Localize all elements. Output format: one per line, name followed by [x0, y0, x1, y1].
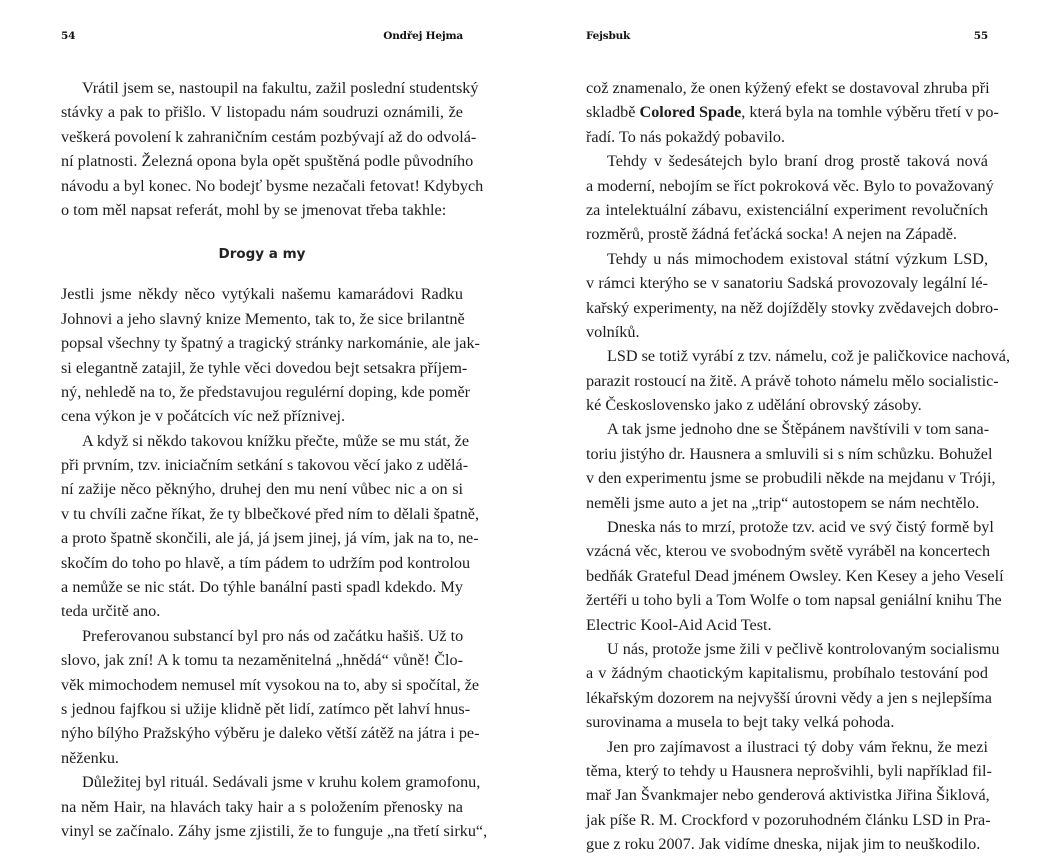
- text-line: parazit rostoucí na žitě. A právě tohoto námelu mělo socialistic-: [586, 371, 999, 390]
- right-page-body: [586, 76, 1011, 857]
- text-line: věk mimochodem nemusel mít vysokou na to, aby si spočítal, že: [61, 675, 480, 694]
- text-line: Jestli jsme někdy něco vytýkali našemu kamarádovi Radku: [61, 285, 463, 304]
- song-title: Colored Spade: [639, 103, 742, 122]
- running-head-title: Fejsbuk: [586, 30, 631, 42]
- text-line: v tu chvíli začne říkat, že ty blbečkové před ním to dělali špatně,: [61, 504, 480, 523]
- text-line: ní zažije něco pěknýho, druhej den mu není vůbec nic a on si: [61, 480, 463, 499]
- left-page-body: [61, 76, 488, 843]
- text-line: U nás, protože jsme žili v pečlivě kontrolovaným socialismu: [607, 639, 1000, 658]
- text-line: Tehdy v šedesátejch bylo braní drog prostě taková nová: [607, 152, 988, 171]
- text-line: popsal všechny ty špatný a tragický stránky narkománie, ale jak-: [61, 334, 480, 353]
- text-line: stávky a pak to přišlo. V listopadu nám soudruzi oznámili, že: [61, 103, 463, 122]
- text-line: mař Jan Švankmajer nebo genderová aktivistka Jiřina Šiklová,: [586, 786, 990, 805]
- section-heading: Drogy a my: [218, 246, 306, 263]
- text-line: těma, který to tehdy u Hausnera neprošvihli, byli například fil-: [586, 761, 992, 780]
- text-line: řadí. To nás pokaždý pobavilo.: [586, 127, 786, 146]
- body-paragraphs: [586, 125, 1011, 857]
- text-line: žertéři u toho byli a Tom Wolfe o tom napsal geniální knihu The: [586, 591, 1002, 610]
- right-page: [525, 0, 1050, 854]
- text-line: a v žádným chaotickým kapitalismu, probíhalo testování pod: [586, 664, 988, 683]
- text-line: návodu a byl konec. No bodejť bysme nezačali fetovat! Kdybych: [61, 176, 484, 195]
- text-line: Jen pro zajímavost a ilustraci tý doby vám řeknu, že mezi: [607, 737, 988, 756]
- text-line: ní platnosti. Železná opona byla opět spuštěná podle původního: [61, 152, 474, 171]
- text-line: při prvním, tzv. iniciačním setkání s takovou věcí jako z udělá-: [61, 456, 469, 475]
- left-page: [0, 0, 525, 840]
- text-line: teda určitě ano.: [61, 602, 161, 621]
- text-line: v rámci kterýho se v sanatoriu Sadská provozovaly legální lé-: [586, 274, 988, 293]
- text-line: veškerá povolení k zahraničním cestám pozbývají až do odvolá-: [61, 127, 477, 146]
- text-line: Dneska nás to mrzí, protože tzv. acid ve svý čistý formě byl: [607, 518, 994, 537]
- text-line: toriu jistýho dr. Hausnera a smluvili si s ním schůzku. Bohužel: [586, 444, 993, 463]
- text-line: o tom měl napsat referát, mohl by se jmenovat třeba takhle:: [61, 200, 447, 219]
- text-line: Důležitej byl rituál. Sedávali jsme v kruhu kolem gramofonu,: [82, 773, 481, 792]
- text-line: Tehdy u nás mimochodem existoval státní výzkum LSD,: [607, 249, 988, 268]
- paragraph-intro: [61, 76, 484, 222]
- text-line: v den experimentu jsme se probudili někde na mejdanu v Tróji,: [586, 469, 996, 488]
- text-line: vzácná věc, kterou ve svobodným světě vyráběl na koncertech: [586, 542, 991, 561]
- running-head-author: Ondřej Hejma: [383, 30, 463, 42]
- text-line: neměli jsme auto a jet na „trip“ autostopem se nám nechtělo.: [586, 493, 980, 512]
- text-line: což znamenalo, že onen kýžený efekt se dostavoval zhruba při: [586, 79, 990, 97]
- text-line: Johnovi a jeho slavný knize Memento, tak to, že sice brilantně: [61, 309, 465, 328]
- text-line: bedňák Grateful Dead jménem Owsley. Ken Kesey a jeho Veselí: [586, 566, 1004, 585]
- page-number: 54: [61, 30, 76, 42]
- text-line: cena výkon je v počátcích víc než příznivej.: [61, 407, 346, 426]
- text-line: a nemůže se nic stát. Do týhle banální pasti spadl kdekdo. My: [61, 578, 463, 597]
- text-line: kařský experimenty, na něž dojížděly stovky zvědavejch dobro-: [586, 298, 999, 317]
- text-line: za intelektuální zábavu, existenciální experiment revolučních: [586, 200, 988, 219]
- text-line: Vrátil jsem se, nastoupil na fakultu, zažil poslední studentský: [82, 79, 479, 97]
- text-line: si elegantně zatajil, že tyhle věci dovedou bejt setsakra příjem-: [61, 358, 468, 377]
- text-line: lékařským dozorem na nejvyšší úrovni vědy a jen s nejlepšíma: [586, 688, 992, 707]
- text-line: Preferovanou substancí byl pro nás od začátku hašiš. Už to: [82, 626, 464, 645]
- text-line: gue z roku 2007. Jak vidíme dneska, nijak jim to neuškodilo.: [586, 835, 981, 854]
- text-line: ké Československo jako z udělání obrovský zásoby.: [586, 396, 922, 415]
- text-line: surovinama a musela to bejt taky velká pohoda.: [586, 713, 895, 732]
- text-line: vinyl se začínalo. Záhy jsme zjistili, že to funguje „na třetí sirku“,: [61, 821, 488, 840]
- text-line: A tak jsme jednoho dne se Štěpánem navštívili v tom sana-: [607, 420, 990, 439]
- text-line: A když si někdo takovou knížku přečte, může se mu stát, že: [82, 431, 470, 450]
- text-line: skladbě Colored Spade, která byla na tomhle výběru třetí v po-: [586, 103, 999, 122]
- text-line: a moderní, nebojím se říct pokroková věc. Bylo to považovaný: [586, 176, 994, 195]
- text-line: volníků.: [586, 322, 640, 341]
- text-line: na něm Hair, na hlavách taky hair a s položením přenosky na: [61, 797, 463, 816]
- text-line: s jednou fajfkou si užije klidně pět lidí, zatímco pět lahví hnus-: [61, 699, 471, 718]
- body-paragraphs: [61, 282, 488, 843]
- text-line: Electric Kool-Aid Acid Test.: [586, 615, 772, 634]
- text-line: skočím do toho po hlavě, a tím pádem to udržím pod kontrolou: [61, 553, 471, 572]
- text-line: ný, nehledě na to, že představujou regulérní doping, kde poměr: [61, 382, 471, 401]
- text-line: jak píše R. M. Crockford v pozoruhodném článku LSD in Pra-: [586, 810, 991, 829]
- text-line: něženku.: [61, 748, 119, 767]
- page-number: 55: [973, 30, 988, 42]
- text-line: rozměrů, prostě žádná feťácká socka! A nejen na Západě.: [586, 225, 957, 244]
- text-line: a proto špatně skončili, ale já, já jsem jinej, já vím, jak na to, ne-: [61, 529, 479, 548]
- text-line: LSD se totiž vyrábí z tzv. námelu, což je paličkovice nachová,: [607, 347, 1011, 366]
- text-line: slovo, jak zní! A k tomu ta nezaměnitelná „hnědá“ vůně! Člo-: [61, 651, 463, 670]
- text-line: nýho bílýho Pražskýho výběru je daleko větší zátěž na játra i pe-: [61, 724, 480, 743]
